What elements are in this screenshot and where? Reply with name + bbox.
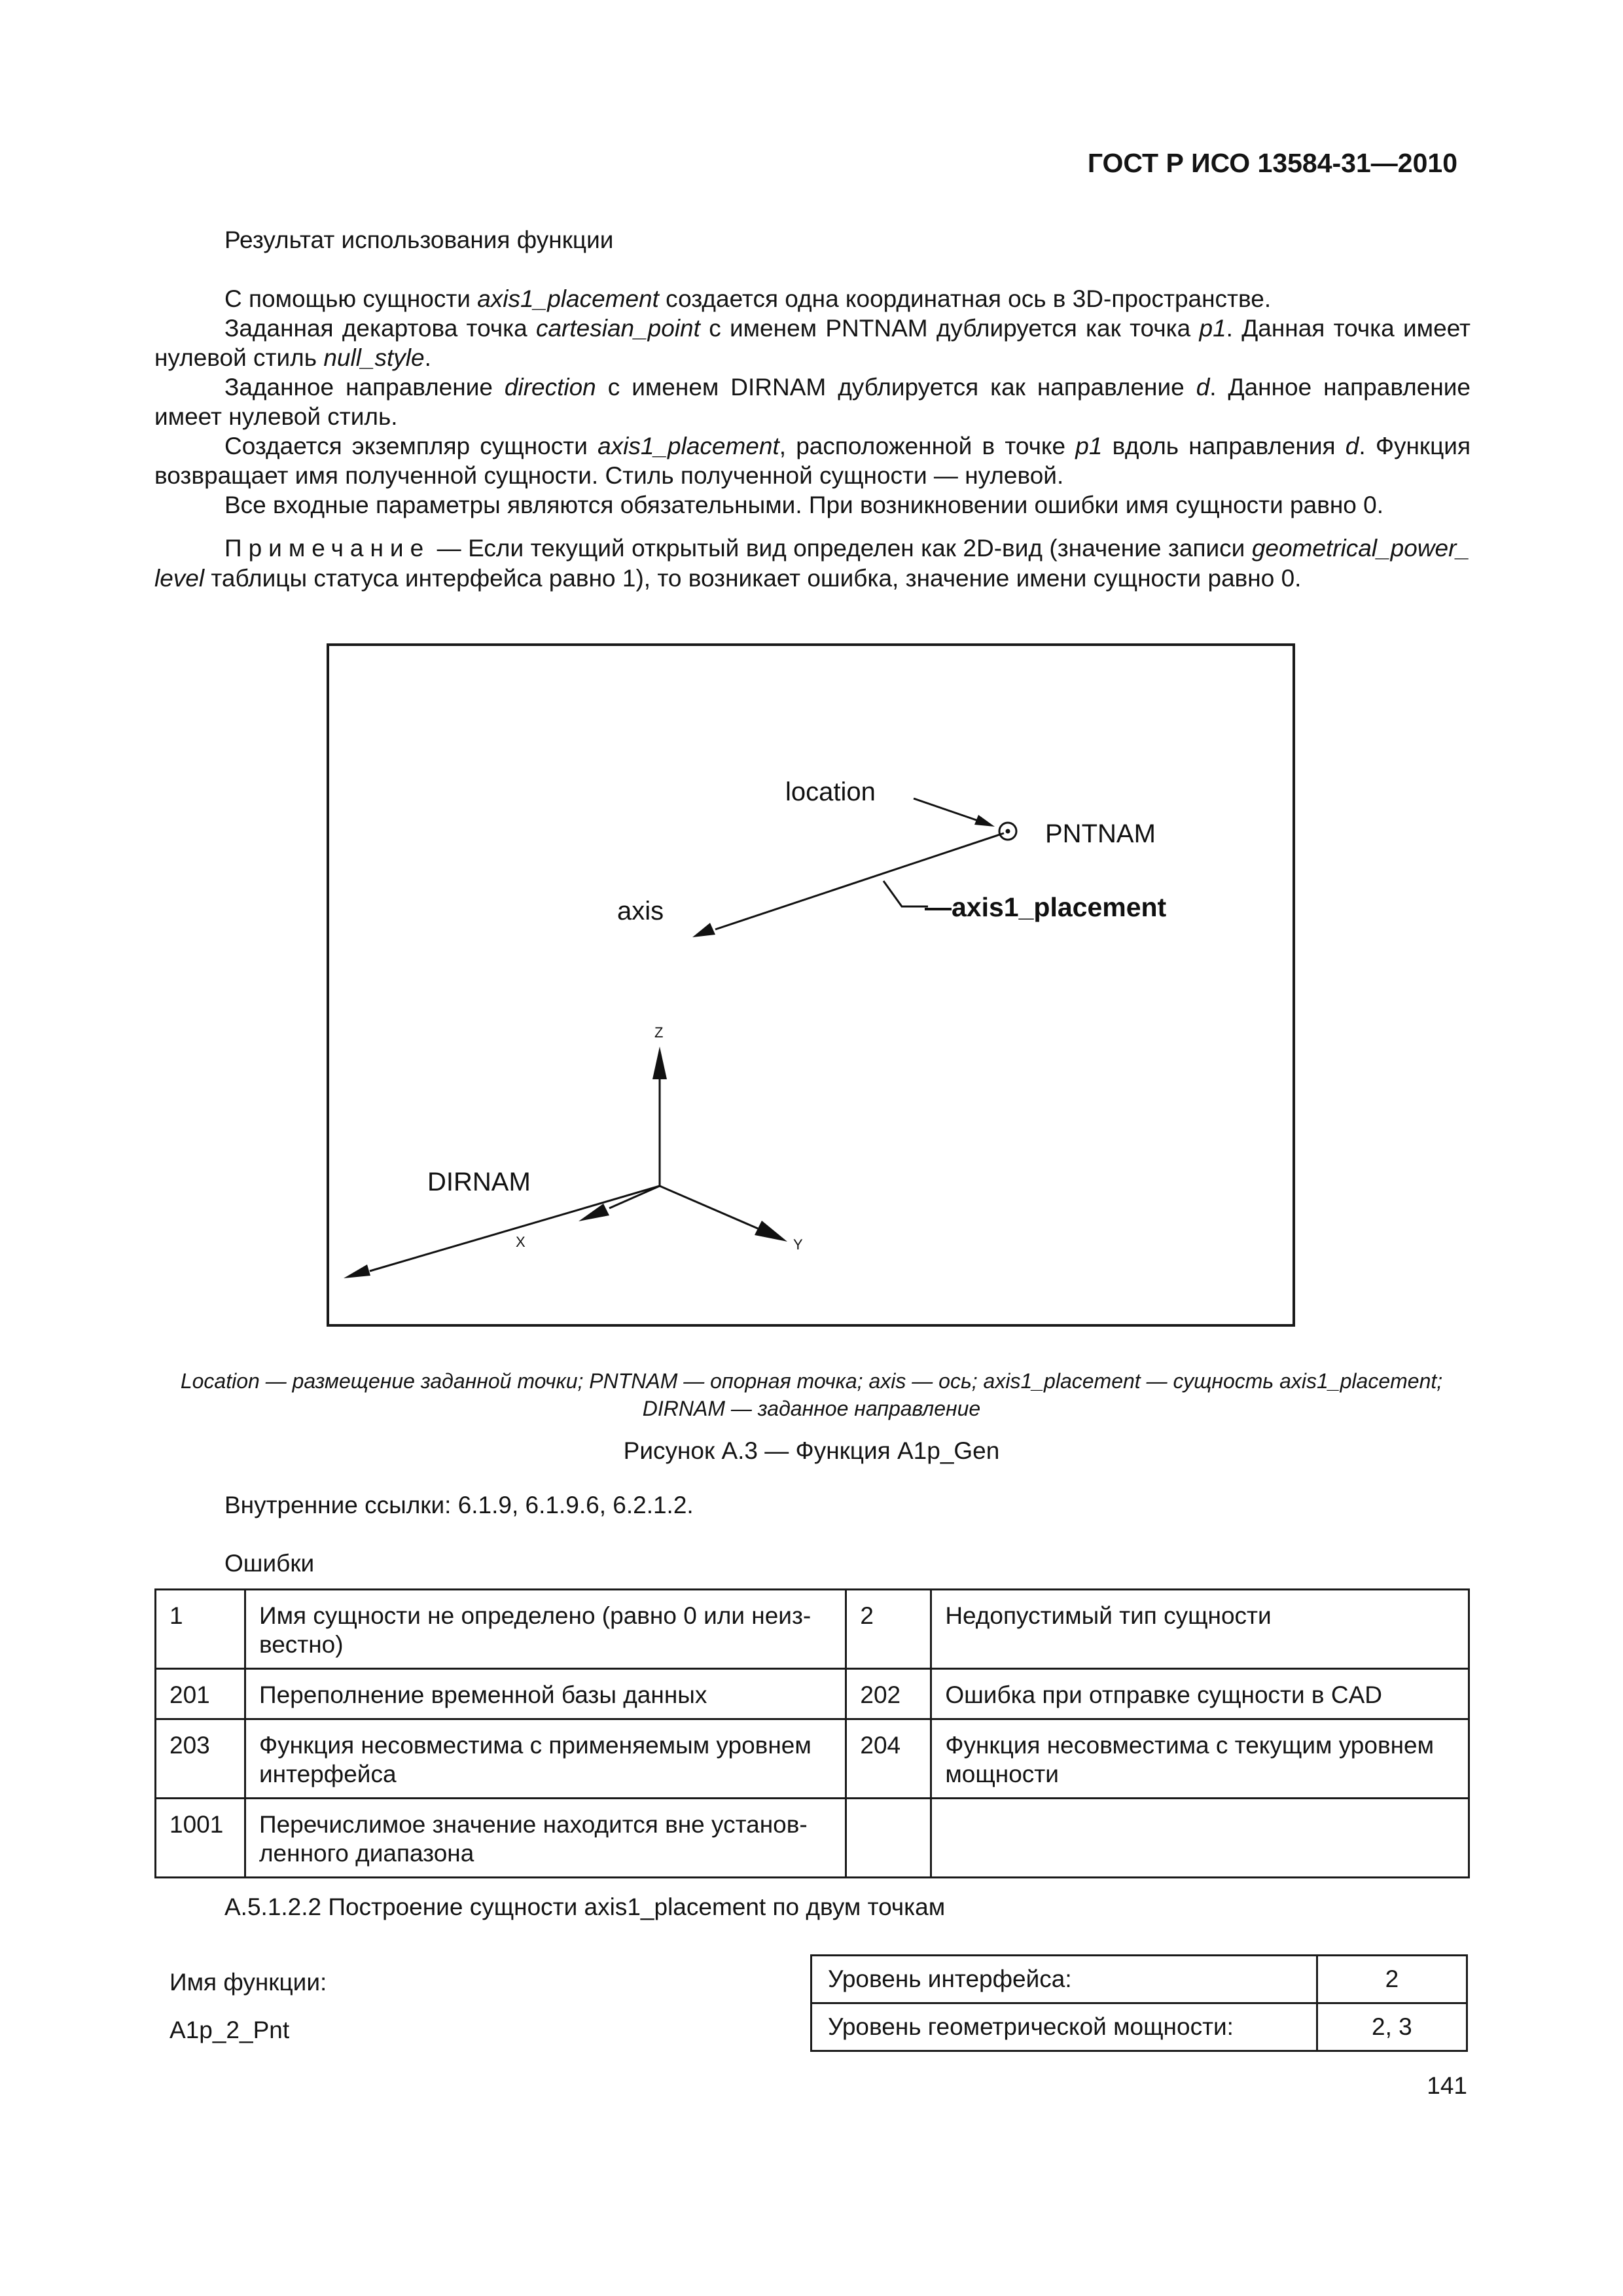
line: Функция несовместима с применяемым уровнем xyxy=(259,1732,812,1759)
table-row xyxy=(812,1956,1467,2003)
text: с именем DIRNAM дублируется как направление xyxy=(596,374,1196,401)
text: вдоль направления xyxy=(1102,433,1346,459)
axis-arrowhead xyxy=(692,923,715,937)
term-d: d xyxy=(1196,374,1210,401)
error-code: 2 xyxy=(846,1590,931,1669)
text: , расположенной в точке xyxy=(779,433,1076,459)
table-row xyxy=(812,2003,1467,2051)
text: . Данное направление xyxy=(1209,374,1471,401)
figure-caption xyxy=(154,1367,1469,1422)
paragraph-line-6 xyxy=(224,431,1471,461)
error-description: Ошибка при отправке сущности в CAD xyxy=(931,1669,1469,1719)
text: с именем PNTNAM дублируется как точка xyxy=(700,315,1200,342)
function-name-label: Имя функции: xyxy=(169,1969,327,1996)
pntnam-point-center xyxy=(1006,829,1010,834)
location-arrowhead xyxy=(974,815,995,827)
term-cartesian-point: cartesian_point xyxy=(535,315,700,342)
geometric-power-value: 2, 3 xyxy=(1317,2003,1467,2051)
note-label: Примечание xyxy=(224,535,431,562)
text: С помощью сущности xyxy=(224,285,478,312)
term-d: d xyxy=(1345,433,1359,459)
function-meta-table xyxy=(810,1954,1468,2052)
label-y: Y xyxy=(793,1236,803,1253)
figure-frame xyxy=(327,643,1295,1327)
z-arrowhead xyxy=(652,1047,667,1079)
error-description xyxy=(931,1719,1469,1799)
error-description xyxy=(931,1799,1469,1878)
paragraph-line-4 xyxy=(224,372,1471,403)
text: Заданная декартова точка xyxy=(224,315,536,342)
paragraph-line-1 xyxy=(224,284,1271,314)
text: создается одна координатная ось в 3D-пространстве. xyxy=(658,285,1272,312)
error-description: Недопустимый тип сущности xyxy=(931,1590,1469,1669)
label-x: X xyxy=(516,1234,526,1250)
text: Заданное направление xyxy=(224,374,505,401)
internal-references: Внутренние ссылки: 6.1.9, 6.1.9.6, 6.2.1.2. xyxy=(224,1492,694,1518)
error-code: 201 xyxy=(156,1669,245,1719)
label-z: Z xyxy=(654,1024,664,1041)
line: Перечислимое значение находится вне установ- xyxy=(259,1811,808,1838)
paragraph-line-3 xyxy=(154,343,431,373)
table-row xyxy=(156,1669,1469,1719)
label-axis: axis xyxy=(617,897,664,925)
figure-title: Рисунок А.3 — Функция A1p_Gen xyxy=(623,1437,1000,1464)
interface-level-label: Уровень интерфейса: xyxy=(812,1956,1317,2003)
table-row xyxy=(156,1719,1469,1799)
text: — Если текущий открытый вид определен как 2D-вид (значение записи xyxy=(430,535,1252,562)
label-location: location xyxy=(785,778,876,806)
paragraph-line-2 xyxy=(224,314,1471,344)
term-axis1-placement: axis1_placement xyxy=(597,433,779,459)
line: Имя сущности не определено (равно 0 или неиз- xyxy=(259,1602,812,1629)
axis1-placement-leader xyxy=(883,881,928,906)
paragraph-line-8: Все входные параметры являются обязательными. При возникновении ошибки имя сущности равно 0. xyxy=(224,492,1384,518)
errors-title: Ошибки xyxy=(224,1550,315,1577)
dirnam-line xyxy=(370,1186,660,1271)
line: вестно) xyxy=(259,1631,344,1658)
text: . Данная точка имеет xyxy=(1226,315,1471,342)
line: Функция несовместима с текущим уровнем xyxy=(945,1732,1435,1759)
error-description: Переполнение временной базы данных xyxy=(245,1669,846,1719)
text: . xyxy=(424,344,431,371)
term-null-style: null_style xyxy=(323,344,425,371)
text: нулевой стиль xyxy=(154,344,324,371)
result-heading: Результат использования функции xyxy=(224,226,614,253)
caption-line-1: Location — размещение заданной точки; PNTNAM — опорная точка; axis — ось; axis1_placement — сущность axis1_placement; xyxy=(180,1369,1443,1393)
error-code: 1001 xyxy=(156,1799,245,1878)
error-code: 204 xyxy=(846,1719,931,1799)
error-description xyxy=(245,1799,846,1878)
table-row xyxy=(156,1799,1469,1878)
note xyxy=(154,533,1470,594)
term-level: level xyxy=(154,565,205,592)
text: таблицы статуса интерфейса равно 1), то возникает ошибка, значение имени сущности равно 0. xyxy=(204,565,1302,592)
line: интерфейса xyxy=(259,1761,397,1787)
dirnam-arrowhead xyxy=(344,1265,370,1278)
caption-line-2: DIRNAM — заданное направление xyxy=(642,1397,981,1420)
x-axis xyxy=(609,1186,660,1208)
document-header: ГОСТ Р ИСО 13584-31—2010 xyxy=(1087,148,1457,178)
line: ленного диапазона xyxy=(259,1840,474,1867)
y-arrowhead xyxy=(755,1221,787,1242)
interface-level-value: 2 xyxy=(1317,1956,1467,2003)
table-row xyxy=(156,1590,1469,1669)
text: . Функция xyxy=(1359,433,1471,459)
label-pntnam: PNTNAM xyxy=(1045,819,1156,848)
error-code xyxy=(846,1799,931,1878)
paragraph-line-7: возвращает имя полученной сущности. Стиль полученной сущности — нулевой. xyxy=(154,462,1064,489)
error-description xyxy=(245,1719,846,1799)
error-description xyxy=(245,1590,846,1669)
page-number: 141 xyxy=(1427,2072,1467,2099)
term-p1: p1 xyxy=(1199,315,1226,342)
y-axis xyxy=(660,1186,758,1229)
term-axis1-placement: axis1_placement xyxy=(477,285,659,312)
function-name-value: A1p_2_Pnt xyxy=(169,2017,290,2043)
term-p1: p1 xyxy=(1075,433,1103,459)
error-code: 202 xyxy=(846,1669,931,1719)
error-code: 203 xyxy=(156,1719,245,1799)
axis-placement-diagram xyxy=(329,646,1293,1324)
label-axis1-placement: —axis1_placement xyxy=(925,892,1167,922)
geometric-power-label: Уровень геометрической мощности: xyxy=(812,2003,1317,2051)
term-geometrical-power: geometrical_power_ xyxy=(1251,535,1470,562)
error-code: 1 xyxy=(156,1590,245,1669)
label-dirnam: DIRNAM xyxy=(427,1168,531,1196)
location-arrow xyxy=(914,798,976,820)
section-heading: А.5.1.2.2 Построение сущности axis1_placement по двум точкам xyxy=(224,1893,946,1920)
errors-table xyxy=(154,1588,1470,1878)
paragraph-line-5: имеет нулевой стиль. xyxy=(154,403,398,430)
term-direction: direction xyxy=(504,374,596,401)
text: Создается экземпляр сущности xyxy=(224,433,598,459)
line: мощности xyxy=(945,1761,1059,1787)
